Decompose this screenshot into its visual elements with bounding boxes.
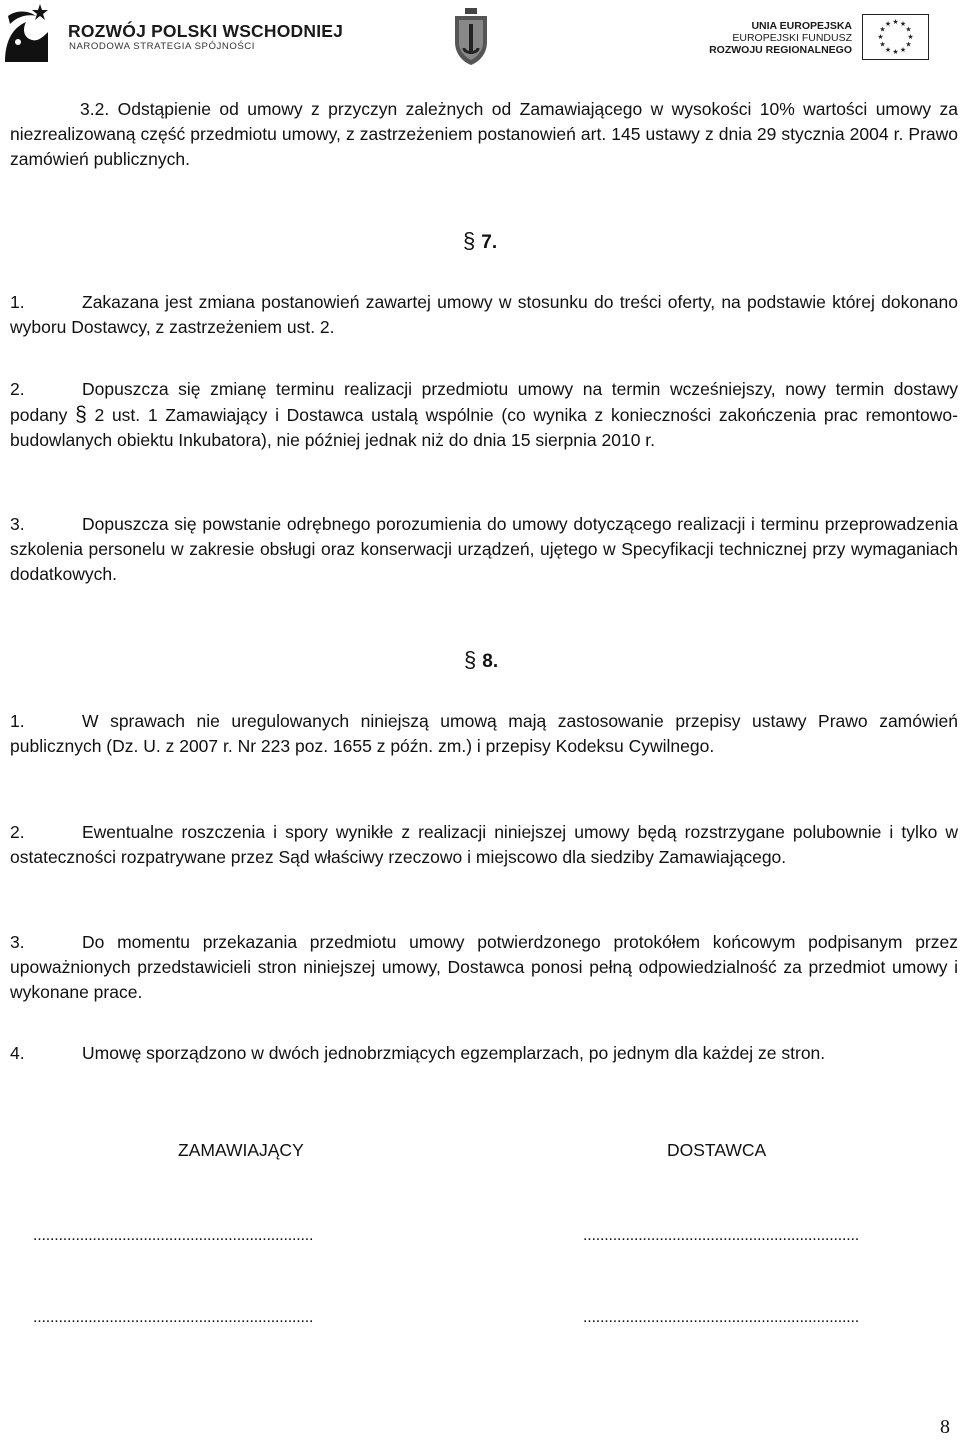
section-sign: § [464,647,477,672]
program-title: ROZWÓJ POLSKI WSCHODNIEJ [68,21,344,41]
section-7-paragraph-3 [10,512,958,587]
section-8-paragraph-3 [10,930,958,1005]
section-sign: § [463,228,476,253]
eu-fund-text [700,20,852,56]
signature-line-right-1: ................................................................. [583,1227,859,1244]
paragraph-text: W sprawach nie uregulowanych niniejszą umową mają zastosowanie przepisy ustawy Prawo zamówień publicznych (Dz. U. z 2007 r. Nr 223 poz. 1655 z późn. zm.) i przepisy Kodeksu Cywilnego. [10,711,958,756]
section-8-paragraph-2 [10,820,958,870]
section-number: 8. [482,651,499,672]
svg-text:★: ★ [899,20,907,28]
paragraph-text-b: 2 ust. 1 Zamawiający i Dostawca ustalą wspólnie (co wynika z konieczności zakończenia prac remontowo-budowlanych obiektu Inkubatora), nie później jednak niż do dnia 15 sierpnia 2010 r. [10,405,958,450]
svg-text:★: ★ [877,33,884,41]
coat-of-arms-icon [451,8,491,66]
paragraph-number: 3.2. [80,99,110,119]
svg-text:★: ★ [879,25,886,34]
paragraph-number: 3. [10,932,25,952]
section-number: 7. [481,232,498,253]
section-7-paragraph-1 [10,290,958,340]
svg-text:★: ★ [905,25,912,34]
program-subtitle: NARODOWA STRATEGIA SPÓJNOŚCI [69,41,255,52]
eu-line-1: UNIA EUROPEJSKA [751,20,852,32]
rozwoj-polski-wschodniej-logo-icon [2,2,50,66]
svg-text:★: ★ [892,48,899,56]
paragraph-number: 2. [10,822,25,842]
signature-label-zamawiajacy: ZAMAWIAJĄCY [178,1140,304,1160]
section-8-heading [464,647,498,673]
eu-line-3: ROZWOJU REGIONALNEGO [709,44,852,56]
paragraph-text: Odstąpienie od umowy z przyczyn zależnych od Zamawiającego w wysokości 10% wartości umowy za niezrealizowaną część przedmiotu umowy, z zastrzeżeniem postanowień art. 145 ustawy z dnia 29 stycznia 2004 r. Prawo zamówień publicznych. [10,99,958,169]
section-8-paragraph-4 [10,1041,958,1066]
section-7-heading [463,228,497,254]
paragraph-number: 4. [10,1043,25,1063]
eu-flag-icon [862,14,929,60]
section-sign: § [75,403,87,426]
paragraph-number: 3. [10,514,25,534]
svg-text:★: ★ [884,20,892,28]
paragraph-text-a: Dopuszcza się zmianę terminu realizacji przedmiotu umowy na termin wcześniejszy, nowy termin dostawy podany [10,379,958,425]
svg-text:★: ★ [905,40,912,49]
section-8-paragraph-1 [10,709,958,759]
signature-line-left-2: .................................................................. [33,1309,314,1326]
signature-line-right-2: ................................................................. [583,1309,859,1326]
eu-line-2: EUROPEJSKI FUNDUSZ [732,32,852,44]
signature-label-dostawca: DOSTAWCA [667,1140,767,1160]
paragraph-3-2 [10,97,958,172]
svg-text:★: ★ [884,46,892,54]
section-7-paragraph-2 [10,377,958,453]
paragraph-text: Umowę sporządzono w dwóch jednobrzmiących egzemplarzach, po jednym dla każdej ze stron. [82,1043,826,1063]
signature-line-left-1: .................................................................. [33,1227,314,1244]
page-header [0,0,960,72]
paragraph-text: Do momentu przekazania przedmiotu umowy potwierdzonego protokółem końcowym podpisanym przez upoważnionych przedstawicieli stron niniejszej umowy, Dostawca ponosi pełną odpowiedzialność za przedmiot umowy i wykonane prace. [10,932,958,1002]
svg-text:★: ★ [892,18,899,26]
paragraph-text: Dopuszcza się powstanie odrębnego porozumienia do umowy dotyczącego realizacji i terminu przeprowadzenia szkolenia personelu w zakresie obsługi oraz konserwacji urządzeń, ujętego w Specyfikacji technicznej przy wymaganiach dodatkowych. [10,514,958,584]
paragraph-text: Zakazana jest zmiana postanowień zawartej umowy w stosunku do treści oferty, na podstawie której dokonano wyboru Dostawcy, z zastrzeżeniem ust. 2. [10,292,958,337]
paragraph-number: 1. [10,292,25,312]
paragraph-text: Ewentualne roszczenia i spory wynikłe z realizacji niniejszej umowy będą rozstrzygane polubownie i tylko w ostateczności rozpatrywane przez Sąd właściwy rzeczowo i miejscowo dla siedziby Zamawiającego. [10,822,958,867]
svg-text:★: ★ [879,40,886,49]
svg-text:★: ★ [907,33,914,41]
paragraph-number: 2. [10,379,25,399]
page-number: 8 [940,1416,950,1438]
paragraph-number: 1. [10,711,25,731]
svg-text:★: ★ [899,46,907,54]
